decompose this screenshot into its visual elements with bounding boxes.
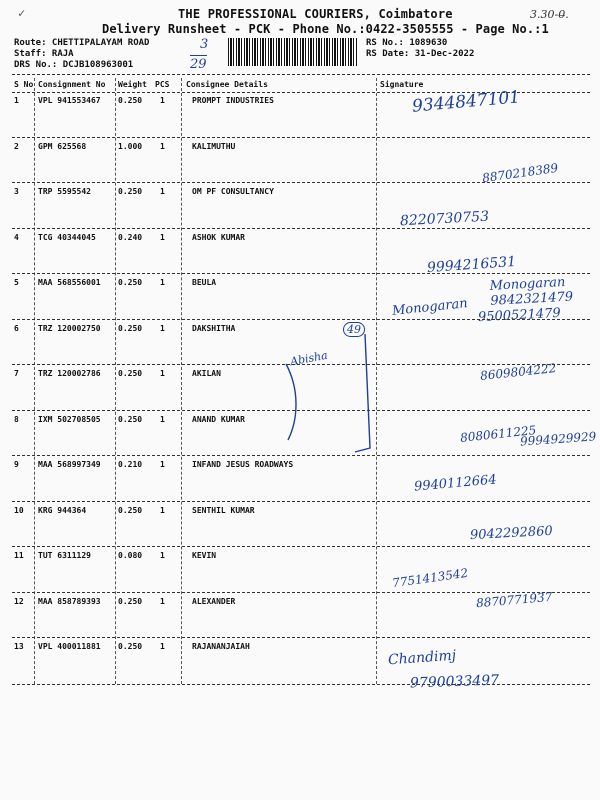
row-consignment-number: TRZ 120002786 [38, 369, 101, 378]
company-title: THE PROFESSIONAL COURIERS, Coimbatore [178, 7, 453, 21]
rs-number: RS No.: 1089630 [366, 38, 448, 48]
row-signature-note: 8609804222 [479, 361, 557, 383]
column-divider [34, 78, 35, 684]
row-consignment-number: GPM 625568 [38, 141, 87, 151]
row-serial-number: 9 [14, 460, 19, 469]
column-header-signature: Signature [380, 80, 424, 89]
row-serial-number: 10 [14, 505, 24, 515]
row-signature-note: 9344847101 [411, 87, 521, 117]
row-consignment-number: TCG 40344045 [38, 232, 96, 242]
column-header-weight: Weight [118, 80, 147, 89]
row-signature-note: 8870771937 [475, 589, 553, 610]
row-serial-number: 11 [14, 551, 24, 560]
handwritten-fraction-bottom: 29 [190, 57, 207, 72]
row-serial-number: 8 [14, 414, 19, 424]
row-signature-note: 9940112664 [413, 472, 498, 495]
rs-date: RS Date: 31-Dec-2022 [366, 49, 475, 59]
row-consignment-number: MAA 858789393 [38, 596, 101, 606]
row-consignee: ANAND KUMAR [192, 414, 245, 424]
row-signature-note: 9500521479 [477, 305, 562, 325]
row-pieces: 1 [160, 642, 165, 651]
row-serial-number: 12 [14, 596, 24, 606]
handwritten-bracket [280, 330, 380, 460]
row-consignment-number: MAA 568556001 [38, 278, 101, 287]
row-signature-note: 9994216531 [426, 253, 517, 276]
column-header-sno: S No [14, 80, 34, 89]
row-consignee: ALEXANDER [192, 596, 236, 606]
column-divider [181, 78, 182, 684]
row-consignment-number: VPL 400011881 [38, 642, 101, 651]
row-pieces: 1 [160, 460, 165, 469]
row-consignee: SENTHIL KUMAR [192, 505, 255, 515]
row-serial-number: 5 [14, 278, 19, 287]
check-mark-icon: ✓ [18, 6, 26, 20]
row-divider [12, 273, 590, 274]
column-divider [115, 78, 116, 684]
row-weight: 0.080 [118, 551, 143, 560]
row-consignment-number: VPL 941553467 [38, 96, 101, 105]
row-divider [12, 501, 590, 502]
row-divider [12, 319, 590, 320]
row-consignee: DAKSHITHA [192, 323, 236, 333]
row-signature-note: 9042292860 [469, 523, 554, 543]
row-weight: 0.250 [118, 96, 143, 105]
handwritten-name: Chandimj [387, 647, 457, 669]
row-serial-number: 1 [14, 96, 19, 105]
row-signature-note: 7751413542 [391, 565, 469, 591]
row-weight: 0.250 [118, 369, 143, 378]
row-consignment-number: TUT 6311129 [38, 551, 91, 560]
row-pieces: 1 [160, 369, 165, 378]
row-weight: 0.250 [118, 187, 143, 196]
row-consignment-number: IXM 502708505 [38, 414, 101, 424]
row-pieces: 1 [160, 596, 165, 606]
handwritten-group-count: 49 [343, 322, 365, 337]
column-header-consignee: Consignee Details [186, 80, 268, 89]
row-consignee: AKILAN [192, 369, 221, 378]
row-weight: 1.000 [118, 141, 143, 151]
runsheet-subtitle: Delivery Runsheet - PCK - Phone No.:0422-3505555 - Page No.:1 [102, 22, 549, 36]
handwritten-fraction-top: 3 [200, 37, 209, 52]
row-pieces: 1 [160, 232, 165, 242]
row-weight: 0.250 [118, 505, 143, 515]
row-serial-number: 7 [14, 369, 19, 378]
row-weight: 0.250 [118, 323, 143, 333]
barcode [228, 38, 358, 66]
row-consignee: KEVIN [192, 551, 217, 560]
row-divider [12, 546, 590, 547]
row-pieces: 1 [160, 141, 165, 151]
row-consignee: ASHOK KUMAR [192, 232, 245, 242]
row-divider [12, 592, 590, 593]
row-signature-note: 8870218389 [481, 160, 559, 185]
row-signature-note: Monogaran 9842321479 [489, 274, 574, 309]
row-consignment-number: TRP 5595542 [38, 187, 91, 196]
row-consignment-number: MAA 568997349 [38, 460, 101, 469]
row-serial-number: 3 [14, 187, 19, 196]
row-signature-note: 9790033497 [409, 672, 500, 692]
table-top-rule [12, 74, 590, 75]
row-pieces: 1 [160, 278, 165, 287]
row-weight: 0.240 [118, 232, 143, 242]
row-consignee: BEULA [192, 278, 217, 287]
row-serial-number: 13 [14, 642, 24, 651]
row-serial-number: 6 [14, 323, 19, 333]
column-header-consignment: Consignment No [38, 80, 106, 89]
row-weight: 0.250 [118, 278, 143, 287]
row-weight: 0.250 [118, 414, 143, 424]
row-pieces: 1 [160, 551, 165, 560]
row-pieces: 1 [160, 323, 165, 333]
row-serial-number: 4 [14, 232, 19, 242]
route-label: Route: CHETTIPALAYAM ROAD [14, 38, 150, 48]
row-consignee: INFAND JESUS ROADWAYS [192, 460, 294, 469]
row-consignee: KALIMUTHU [192, 141, 236, 151]
row-weight: 0.210 [118, 460, 143, 469]
handwritten-group-name: Abisha [289, 348, 329, 369]
row-signature-note: 8220730753 [399, 208, 490, 230]
row-divider [12, 137, 590, 138]
column-header-pcs: PCS [155, 80, 170, 89]
handwritten-extra-phone: 9994929929 [519, 429, 597, 449]
row-consignee: RAJANANJAIAH [192, 642, 250, 651]
row-consignment-number: TRZ 120002750 [38, 323, 101, 333]
row-divider [12, 182, 590, 183]
row-pieces: 1 [160, 414, 165, 424]
handwritten-date: 3.30-0̶. [530, 8, 569, 21]
row-pieces: 1 [160, 187, 165, 196]
drs-number: DRS No.: DCJB108963001 [14, 60, 134, 70]
row-pieces: 1 [160, 96, 165, 105]
row-consignee: OM PF CONSULTANCY [192, 187, 274, 196]
handwritten-name: Monogaran [391, 296, 469, 319]
row-serial-number: 2 [14, 141, 19, 151]
row-weight: 0.250 [118, 596, 143, 606]
row-divider [12, 637, 590, 638]
row-weight: 0.250 [118, 642, 143, 651]
row-consignee: PROMPT INDUSTRIES [192, 96, 274, 105]
row-signature-note: 8080611225 [459, 422, 537, 445]
row-consignment-number: KRG 944364 [38, 505, 87, 515]
row-pieces: 1 [160, 505, 165, 515]
staff-label: Staff: RAJA [14, 49, 74, 59]
row-divider [12, 228, 590, 229]
table-bottom-rule [12, 684, 590, 685]
